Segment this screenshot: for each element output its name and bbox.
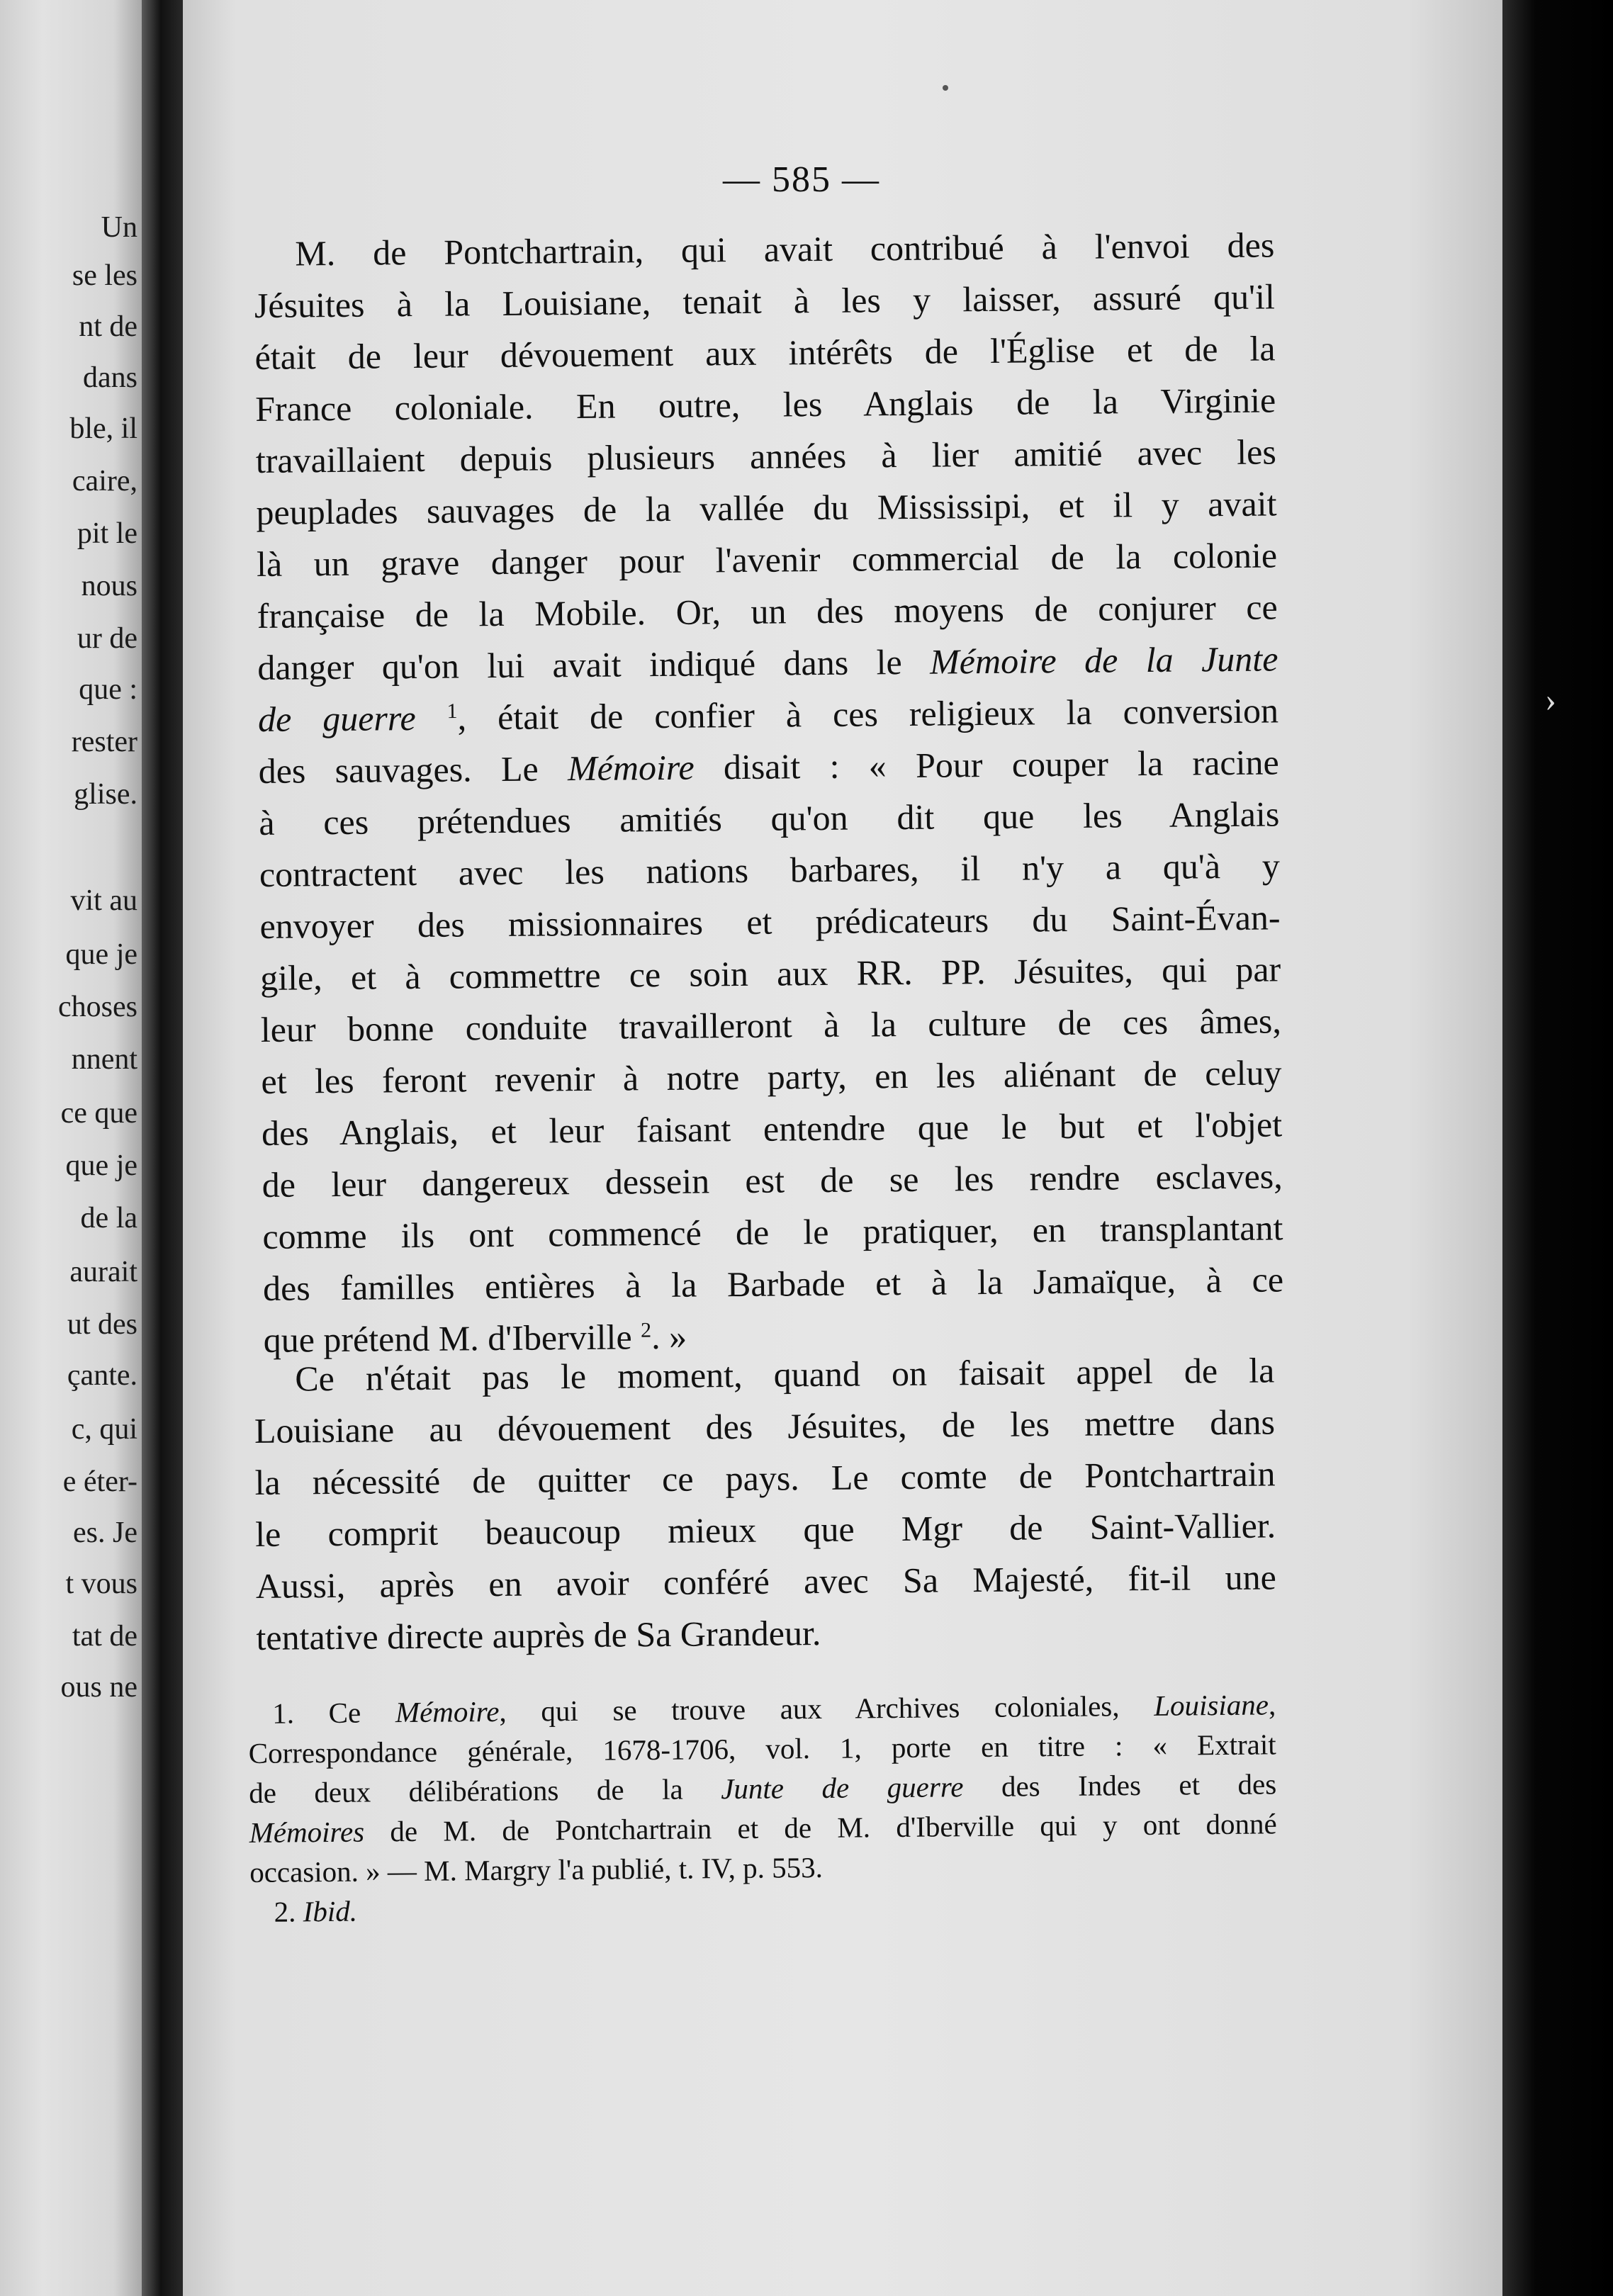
facing-page-fragment: vit au bbox=[70, 884, 137, 917]
facing-page-fragment: t vous bbox=[65, 1568, 137, 1600]
italic-title: Mémoire de la Junte bbox=[929, 638, 1278, 682]
facing-page-fragment: c, qui bbox=[71, 1413, 137, 1446]
book-edge bbox=[1502, 0, 1613, 2296]
facing-page-fragment: tat de bbox=[72, 1620, 137, 1653]
facing-page-fragment: nt de bbox=[79, 310, 137, 343]
italic-title: Mémoire bbox=[567, 747, 695, 789]
facing-page-fragment: ce que bbox=[60, 1097, 137, 1130]
text-run: des Indes et des bbox=[1001, 1767, 1277, 1803]
ink-speck bbox=[943, 85, 948, 91]
book-gutter bbox=[142, 0, 184, 2296]
margin-mark: › bbox=[1545, 681, 1556, 719]
previous-page-edge bbox=[0, 0, 142, 2296]
facing-page-fragment: ut des bbox=[67, 1308, 137, 1341]
text-line: Ce n'était pas le moment, quand on faisait appel de la bbox=[295, 1350, 1275, 1399]
facing-page-fragment: dans bbox=[83, 361, 137, 394]
text-line: française de la Mobile. Or, un des moyens de conjurer ce bbox=[257, 587, 1278, 636]
paragraph-1 bbox=[254, 219, 1284, 1366]
footnote-1-line: occasion. » — M. Margry l'a publié, t. IV, p. 553. bbox=[249, 1850, 824, 1889]
text-line: comme ils ont commencé de le pratiquer, en transplantant bbox=[262, 1208, 1283, 1256]
facing-page-fragment: çante. bbox=[67, 1359, 137, 1392]
facing-page-fragment: ble, il bbox=[69, 412, 137, 445]
text-line: des Anglais, et leur faisant entendre que le but et l'objet bbox=[261, 1104, 1283, 1153]
text-line: était de leur dévouement aux intérêts de l'Église et de la bbox=[254, 328, 1276, 377]
footnote-ref-2: 2 bbox=[640, 1318, 652, 1342]
text-run: , qui se trouve aux Archives coloniales, bbox=[499, 1689, 1120, 1728]
page-number: — 585 — bbox=[723, 159, 880, 200]
facing-page-fragment: que je bbox=[65, 938, 137, 971]
text-line: France coloniale. En outre, les Anglais de la Virginie bbox=[254, 380, 1276, 429]
text-run: . » bbox=[651, 1316, 687, 1357]
facing-page-fragment: nous bbox=[81, 570, 137, 602]
text-line: peuplades sauvages de la vallée du Mississipi, et il y avait bbox=[256, 483, 1277, 532]
text-line: travaillaient depuis plusieurs années à lier amitié avec les bbox=[255, 432, 1277, 480]
footnote-number: 2. bbox=[274, 1895, 296, 1928]
text-line: la nécessité de quitter ce pays. Le comte de Pontchartrain bbox=[254, 1453, 1276, 1502]
text-line: gile, et à commettre ce soin aux RR. PP. Jésuites, qui par bbox=[259, 949, 1281, 998]
facing-page-fragment: es. Je bbox=[73, 1516, 137, 1549]
italic-title: Mémoires bbox=[249, 1815, 365, 1849]
text-line: et les feront revenir à notre party, en les aliénant de celuy bbox=[261, 1052, 1282, 1101]
facing-page-fragment: pit le bbox=[77, 517, 137, 550]
text-line: Louisiane au dévouement des Jésuites, de les mettre dans bbox=[254, 1402, 1276, 1451]
text-line: Aussi, après en avoir conféré avec Sa Majesté, fit-il une bbox=[255, 1557, 1277, 1606]
facing-page-fragment: glise. bbox=[74, 778, 137, 811]
text-line: là un grave danger pour l'avenir commercial de la colonie bbox=[256, 535, 1278, 584]
text-line: M. de Pontchartrain, qui avait contribué à l'envoi des bbox=[295, 225, 1275, 274]
facing-page-fragment: ur de bbox=[77, 622, 137, 655]
facing-page-fragment: ous ne bbox=[60, 1671, 137, 1704]
italic-ibid: Ibid. bbox=[303, 1894, 358, 1928]
text-run: de deux délibérations de la bbox=[249, 1772, 683, 1809]
text-line: tentative directe auprès de Sa Grandeur. bbox=[256, 1613, 821, 1658]
text-line bbox=[257, 633, 1278, 694]
text-run: de M. de Pontchartrain et de M. d'Iberville qui y ont donné bbox=[390, 1807, 1277, 1848]
italic-title: Louisiane bbox=[1154, 1688, 1269, 1722]
facing-page-fragment: se les bbox=[72, 259, 137, 292]
italic-title: de guerre bbox=[257, 698, 416, 739]
text-run: danger qu'on lui avait indiqué dans le bbox=[257, 642, 902, 687]
text-line: contractent avec les nations barbares, il n'y a qu'à y bbox=[259, 845, 1281, 894]
text-line: leur bonne conduite travailleront à la culture de ces âmes, bbox=[260, 1001, 1282, 1049]
facing-page-fragment: que : bbox=[79, 673, 137, 706]
facing-page-fragment: Un bbox=[101, 211, 137, 244]
facing-page-fragment: caire, bbox=[72, 465, 137, 497]
text-run: des sauvages. Le bbox=[258, 748, 539, 791]
text-line: Jésuites à la Louisiane, tenait à les y laisser, assuré qu'il bbox=[254, 276, 1276, 325]
text-line bbox=[258, 736, 1279, 797]
paragraph-2 bbox=[254, 1344, 1277, 1664]
footnote-1-line: Correspondance générale, 1678-1706, vol. 1, porte en titre : « Extrait bbox=[248, 1728, 1276, 1769]
facing-page-fragment: aurait bbox=[69, 1256, 137, 1288]
text-line: de leur dangereux dessein est de se les rendre esclaves, bbox=[262, 1156, 1283, 1205]
italic-title: Mémoire bbox=[395, 1694, 500, 1729]
text-run: disait : « Pour couper la racine bbox=[723, 742, 1279, 787]
text-line bbox=[258, 685, 1279, 745]
italic-title: Junte de guerre bbox=[720, 1770, 964, 1806]
text-run: que prétend M. d'Iberville bbox=[263, 1317, 632, 1360]
footnotes bbox=[248, 1684, 1278, 1932]
facing-page-fragment: rester bbox=[71, 726, 137, 758]
facing-page-fragment: choses bbox=[58, 991, 137, 1023]
facing-page-fragment: nnent bbox=[71, 1043, 137, 1076]
footnote-ref-1: 1 bbox=[446, 699, 458, 724]
text-run: , était de confier à ces religieux la conversion bbox=[457, 690, 1279, 738]
text-run: 1. Ce bbox=[272, 1696, 361, 1730]
text-line: à ces prétendues amitiés qu'on dit que les Anglais bbox=[259, 794, 1280, 843]
facing-page-fragment: e éter- bbox=[62, 1465, 137, 1498]
text-run: , bbox=[1268, 1688, 1276, 1721]
text-line: des familles entières à la Barbade et à la Jamaïque, à ce bbox=[262, 1259, 1284, 1308]
facing-page-fragment: de la bbox=[80, 1202, 137, 1234]
text-line: le comprit beaucoup mieux que Mgr de Saint-Vallier. bbox=[254, 1505, 1276, 1554]
facing-page-fragment: que je bbox=[65, 1149, 137, 1182]
text-line: envoyer des missionnaires et prédicateurs du Saint-Évan- bbox=[259, 897, 1281, 946]
